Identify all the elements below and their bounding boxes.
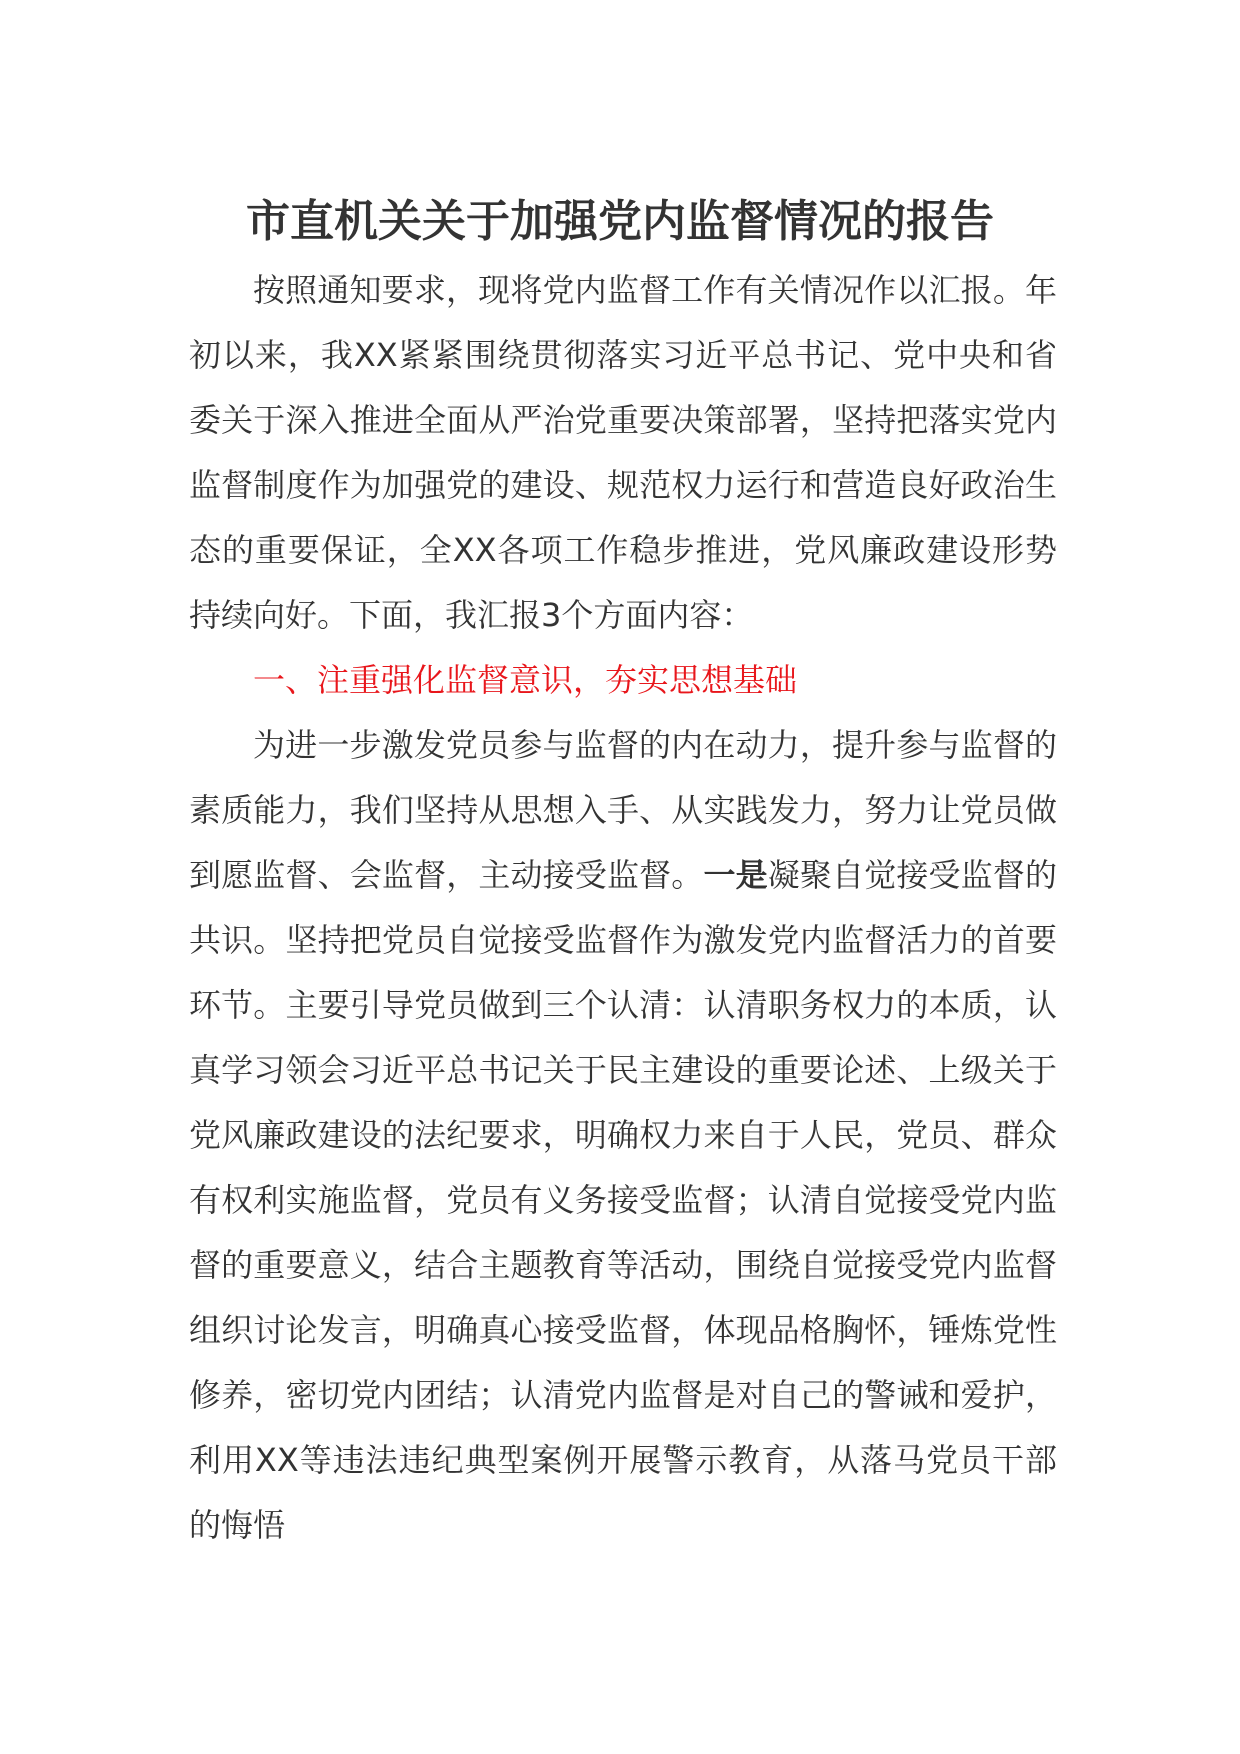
document-title: 市直机关关于加强党内监督情况的报告 — [246, 196, 994, 247]
section-paragraph-text: 为进一步激发党员参与监督的内在动力，提升参与监督的素质能力，我们坚持从思想入手、从实践发力，努力让党员做到愿监督、会监督，主动接受监督。 — [189, 726, 1057, 894]
bold-term: 一是 — [703, 856, 768, 894]
section-heading: 一、注重强化监督意识，夯实思想基础 — [253, 661, 798, 699]
document-body — [189, 258, 1057, 1558]
intro-paragraph: 按照通知要求，现将党内监督工作有关情况作以汇报。年初以来，我XX紧紧围绕贯彻落实习近平总书记、党中央和省委关于深入推进全面从严治党重要决策部署，坚持把落实党内监督制度作为加强党的建设、规范权力运行和营造良好政治生态的重要保证，全XX各项工作稳步推进，党风廉政建设形势持续向好。下面，我汇报3个方面内容： — [189, 271, 1057, 634]
section-paragraph-text-continued: 凝聚自觉接受监督的共识。坚持把党员自觉接受监督作为激发党内监督活力的首要环节。主要引导党员做到三个认清：认清职务权力的本质，认真学习领会习近平总书记关于民主建设的重要论述、上级关于党风廉政建设的法纪要求，明确权力来自于人民，党员、群众有权利实施监督，党员有义务接受监督；认清自觉接受党内监督的重要意义，结合主题教育等活动，围绕自觉接受党内监督组织讨论发言，明确真心接受监督，体现品格胸怀，锤炼党性修养，密切党内团结；认清党内监督是对自己的警诫和爱护，利用XX等违法违纪典型案例开展警示教育，从落马党员干部的悔悟 — [189, 856, 1057, 1544]
section-paragraph — [189, 713, 1057, 1558]
